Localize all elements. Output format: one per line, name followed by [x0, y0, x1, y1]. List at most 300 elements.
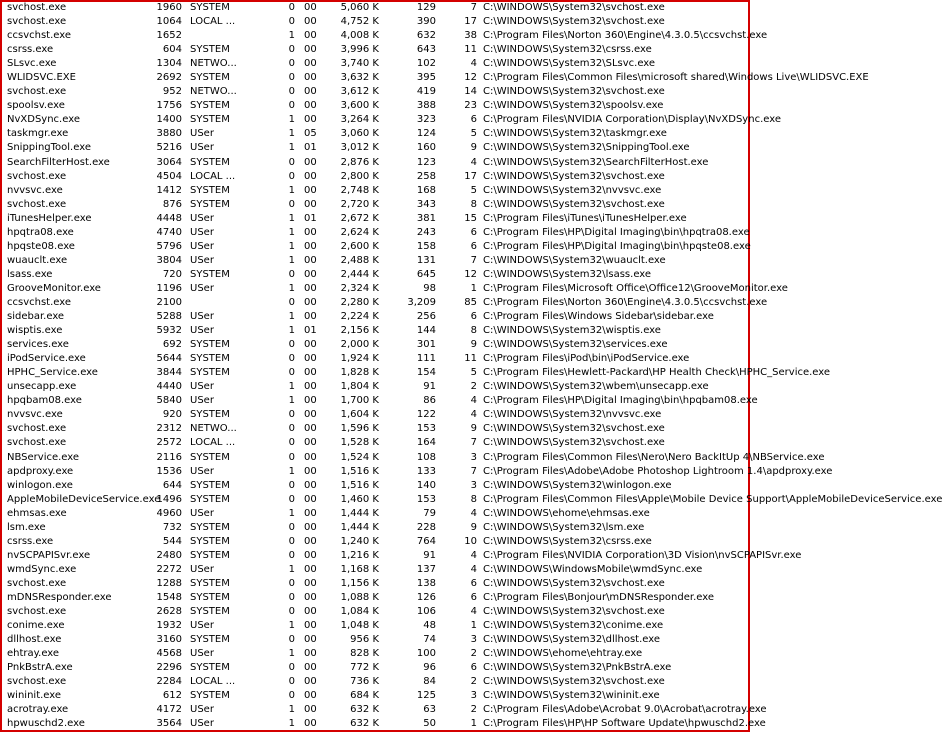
- process-name: winlogon.exe: [7, 479, 73, 491]
- process-name: lsass.exe: [7, 268, 53, 280]
- table-row[interactable]: [4, 198, 746, 212]
- process-name: spoolsv.exe: [7, 100, 65, 112]
- process-name: unsecapp.exe: [7, 381, 77, 393]
- process-image-path: C:\Program Files\HP\Digital Imaging\bin\hpqbam08.exe: [483, 395, 758, 407]
- process-user: USer: [190, 128, 214, 140]
- table-row[interactable]: [4, 184, 746, 198]
- process-cpu: 0: [288, 198, 295, 210]
- process-memory: 2,488 K: [340, 254, 379, 266]
- process-pid: 1652: [156, 30, 182, 42]
- process-cpu-time: 00: [304, 437, 317, 449]
- process-cpu: 0: [288, 296, 295, 308]
- table-row[interactable]: [4, 493, 942, 507]
- process-memory: 956 K: [350, 634, 379, 646]
- process-handles: 48: [423, 620, 436, 632]
- process-name: sidebar.exe: [7, 311, 65, 323]
- process-cpu: 0: [288, 451, 295, 463]
- process-user: LOCAL ...: [190, 437, 236, 449]
- process-name: wmdSync.exe: [7, 563, 77, 575]
- process-cpu: 0: [288, 268, 295, 280]
- process-pid: 4440: [156, 381, 182, 393]
- process-threads: 6: [470, 662, 477, 674]
- process-memory: 1,048 K: [340, 620, 379, 632]
- process-cpu-time: 00: [304, 549, 317, 561]
- table-row[interactable]: [4, 170, 746, 184]
- table-row[interactable]: [4, 717, 766, 731]
- process-cpu: 1: [288, 30, 295, 42]
- process-memory: 1,516 K: [340, 465, 379, 477]
- process-threads: 9: [470, 521, 477, 533]
- process-threads: 14: [464, 86, 477, 98]
- process-pid: 5288: [156, 311, 182, 323]
- process-image-path: C:\WINDOWS\System32\svchost.exe: [483, 577, 665, 589]
- process-cpu-time: 00: [304, 44, 317, 56]
- process-cpu: 0: [288, 86, 295, 98]
- process-handles: 632: [416, 30, 436, 42]
- process-pid: 3804: [156, 254, 182, 266]
- process-handles: 3,209: [407, 296, 436, 308]
- process-memory: 1,828 K: [340, 367, 379, 379]
- process-name: hpwuschd2.exe: [7, 718, 85, 730]
- process-memory: 1,516 K: [340, 479, 379, 491]
- process-cpu: 1: [288, 226, 295, 238]
- process-cpu: 0: [288, 367, 295, 379]
- process-memory: 2,800 K: [340, 170, 379, 182]
- process-threads: 12: [464, 72, 477, 84]
- process-user: SYSTEM: [190, 451, 230, 463]
- process-user: USer: [190, 563, 214, 575]
- process-name: csrss.exe: [7, 44, 54, 56]
- process-cpu-time: 00: [304, 30, 317, 42]
- process-cpu-time: 00: [304, 2, 317, 13]
- process-user: SYSTEM: [190, 479, 230, 491]
- process-cpu: 0: [288, 521, 295, 533]
- process-pid: 2572: [156, 437, 182, 449]
- process-threads: 7: [470, 254, 477, 266]
- process-pid: 2272: [156, 563, 182, 575]
- process-name: nvvsvc.exe: [7, 409, 63, 421]
- process-user: SYSTEM: [190, 493, 230, 505]
- process-image-path: C:\WINDOWS\System32\svchost.exe: [483, 170, 665, 182]
- table-row[interactable]: [4, 661, 746, 675]
- process-pid: 3564: [156, 718, 182, 730]
- process-user: SYSTEM: [190, 198, 230, 210]
- table-row[interactable]: [4, 43, 746, 57]
- process-threads: 3: [470, 451, 477, 463]
- process-name: hpqtra08.exe: [7, 226, 74, 238]
- process-cpu: 1: [288, 563, 295, 575]
- table-row[interactable]: [4, 521, 746, 535]
- process-image-path: C:\WINDOWS\System32\taskmgr.exe: [483, 128, 667, 140]
- process-handles: 96: [423, 662, 436, 674]
- process-handles: 125: [416, 690, 436, 702]
- process-user: USer: [190, 212, 214, 224]
- table-row[interactable]: [4, 689, 746, 703]
- table-row[interactable]: [4, 408, 746, 422]
- table-row[interactable]: [4, 254, 746, 268]
- process-user: SYSTEM: [190, 591, 230, 603]
- process-name: lsm.exe: [7, 521, 46, 533]
- table-row[interactable]: [4, 647, 746, 661]
- process-handles: 50: [423, 718, 436, 730]
- process-cpu-time: 00: [304, 395, 317, 407]
- process-pid: 5796: [156, 240, 182, 252]
- process-user: SYSTEM: [190, 114, 230, 126]
- process-threads: 1: [470, 620, 477, 632]
- process-cpu: 1: [288, 254, 295, 266]
- process-threads: 6: [470, 226, 477, 238]
- table-row[interactable]: [4, 141, 746, 155]
- process-image-path: C:\WINDOWS\System32\winlogon.exe: [483, 479, 672, 491]
- process-memory: 1,596 K: [340, 423, 379, 435]
- process-handles: 764: [416, 535, 436, 547]
- process-cpu: 0: [288, 479, 295, 491]
- process-user: USer: [190, 254, 214, 266]
- process-cpu-time: 00: [304, 240, 317, 252]
- table-row[interactable]: [4, 619, 746, 633]
- process-cpu: 1: [288, 465, 295, 477]
- table-row[interactable]: [4, 605, 746, 619]
- process-cpu-time: 00: [304, 718, 317, 730]
- process-image-path: C:\Program Files\Adobe\Adobe Photoshop Lightroom 1.4\apdproxy.exe: [483, 465, 833, 477]
- process-cpu-time: 00: [304, 16, 317, 28]
- table-row[interactable]: [4, 633, 746, 647]
- process-cpu-time: 00: [304, 648, 317, 660]
- process-handles: 91: [423, 381, 436, 393]
- process-pid: 544: [162, 535, 182, 547]
- process-cpu-time: 00: [304, 282, 317, 294]
- process-cpu-time: 00: [304, 676, 317, 688]
- process-user: USer: [190, 311, 214, 323]
- process-name: NBService.exe: [7, 451, 80, 463]
- process-threads: 12: [464, 268, 477, 280]
- process-image-path: C:\WINDOWS\System32\conime.exe: [483, 620, 664, 632]
- process-user: SYSTEM: [190, 690, 230, 702]
- process-cpu-time: 00: [304, 606, 317, 618]
- process-name: dllhost.exe: [7, 634, 62, 646]
- process-memory: 3,060 K: [340, 128, 379, 140]
- process-user: USer: [190, 381, 214, 393]
- process-memory: 3,612 K: [340, 86, 379, 98]
- table-row[interactable]: [4, 212, 746, 226]
- process-name: svchost.exe: [7, 423, 67, 435]
- table-row[interactable]: [4, 563, 746, 577]
- process-cpu: 1: [288, 507, 295, 519]
- process-name: SLsvc.exe: [7, 58, 57, 70]
- process-image-path: C:\WINDOWS\ehome\ehmsas.exe: [483, 507, 650, 519]
- process-cpu: 0: [288, 535, 295, 547]
- process-cpu: 0: [288, 16, 295, 28]
- process-threads: 4: [470, 156, 477, 168]
- table-row[interactable]: [4, 380, 746, 394]
- process-user: SYSTEM: [190, 606, 230, 618]
- table-row[interactable]: [4, 1, 746, 15]
- process-handles: 111: [416, 353, 436, 365]
- process-name: svchost.exe: [7, 198, 67, 210]
- process-cpu-time: 01: [304, 212, 317, 224]
- process-pid: 1412: [156, 184, 182, 196]
- table-row[interactable]: [4, 577, 746, 591]
- table-row[interactable]: [4, 703, 767, 717]
- process-image-path: C:\WINDOWS\WindowsMobile\wmdSync.exe: [483, 563, 703, 575]
- process-cpu: 1: [288, 620, 295, 632]
- process-cpu: 0: [288, 662, 295, 674]
- process-image-path: C:\Program Files\HP\HP Software Update\hpwuschd2.exe: [483, 718, 766, 730]
- process-memory: 2,624 K: [340, 226, 379, 238]
- process-threads: 11: [464, 44, 477, 56]
- process-handles: 323: [416, 114, 436, 126]
- table-row[interactable]: [4, 535, 746, 549]
- process-cpu-time: 00: [304, 662, 317, 674]
- process-cpu-time: 00: [304, 507, 317, 519]
- process-user: USer: [190, 648, 214, 660]
- process-handles: 258: [416, 170, 436, 182]
- process-pid: 5932: [156, 325, 182, 337]
- process-image-path: C:\WINDOWS\System32\svchost.exe: [483, 198, 665, 210]
- table-row[interactable]: [4, 366, 831, 380]
- process-cpu: 0: [288, 170, 295, 182]
- process-image-path: C:\WINDOWS\System32\SearchFilterHost.exe: [483, 156, 709, 168]
- table-row[interactable]: [4, 352, 746, 366]
- process-memory: 828 K: [350, 648, 379, 660]
- table-row[interactable]: [4, 85, 746, 99]
- process-image-path: C:\Program Files\NVIDIA Corporation\3D Vision\nvSCPAPISvr.exe: [483, 549, 802, 561]
- process-name: wuauclt.exe: [7, 254, 68, 266]
- process-image-path: C:\Program Files\HP\Digital Imaging\bin\hpqste08.exe: [483, 240, 751, 252]
- process-name: wisptis.exe: [7, 325, 63, 337]
- process-cpu-time: 00: [304, 451, 317, 463]
- table-row[interactable]: [4, 240, 751, 254]
- process-threads: 3: [470, 634, 477, 646]
- table-row[interactable]: [4, 282, 788, 296]
- table-row[interactable]: [4, 338, 746, 352]
- process-user: SYSTEM: [190, 156, 230, 168]
- process-image-path: C:\Program Files\iPod\bin\iPodService.exe: [483, 353, 690, 365]
- process-user: SYSTEM: [190, 268, 230, 280]
- process-pid: 4448: [156, 212, 182, 224]
- process-memory: 1,444 K: [340, 507, 379, 519]
- process-threads: 5: [470, 184, 477, 196]
- process-threads: 2: [470, 648, 477, 660]
- process-name: svchost.exe: [7, 86, 67, 98]
- process-name: NvXDSync.exe: [7, 114, 80, 126]
- process-user: USer: [190, 718, 214, 730]
- process-cpu: 1: [288, 142, 295, 154]
- process-cpu-time: 00: [304, 100, 317, 112]
- process-cpu: 0: [288, 676, 295, 688]
- process-handles: 123: [416, 156, 436, 168]
- process-memory: 632 K: [350, 718, 379, 730]
- process-image-path: C:\Program Files\Common Files\Nero\Nero BackItUp 4\NBService.exe: [483, 451, 825, 463]
- process-threads: 6: [470, 591, 477, 603]
- process-threads: 4: [470, 507, 477, 519]
- process-cpu: 0: [288, 58, 295, 70]
- process-name: svchost.exe: [7, 577, 67, 589]
- process-handles: 106: [416, 606, 436, 618]
- process-handles: 154: [416, 367, 436, 379]
- process-memory: 5,060 K: [340, 2, 379, 13]
- process-handles: 122: [416, 409, 436, 421]
- process-handles: 102: [416, 58, 436, 70]
- process-name: svchost.exe: [7, 437, 67, 449]
- process-image-path: C:\Program Files\Norton 360\Engine\4.3.0.5\ccsvchst.exe: [483, 30, 768, 42]
- process-handles: 256: [416, 311, 436, 323]
- process-memory: 3,012 K: [340, 142, 379, 154]
- process-name: HPHC_Service.exe: [7, 367, 98, 379]
- process-handles: 153: [416, 493, 436, 505]
- table-row[interactable]: [4, 465, 833, 479]
- process-handles: 79: [423, 507, 436, 519]
- process-cpu: 1: [288, 212, 295, 224]
- process-cpu: 0: [288, 606, 295, 618]
- table-row[interactable]: [4, 549, 802, 563]
- process-image-path: C:\WINDOWS\ehome\ehtray.exe: [483, 648, 643, 660]
- process-memory: 3,600 K: [340, 100, 379, 112]
- process-image-path: C:\Program Files\Microsoft Office\Office12\GrooveMonitor.exe: [483, 282, 788, 294]
- process-cpu: 0: [288, 577, 295, 589]
- process-image-path: C:\WINDOWS\System32\csrss.exe: [483, 44, 652, 56]
- table-row[interactable]: [4, 310, 746, 324]
- table-row[interactable]: [4, 591, 746, 605]
- process-user: NETWO...: [190, 423, 237, 435]
- process-pid: 644: [162, 479, 182, 491]
- process-cpu-time: 00: [304, 156, 317, 168]
- table-row[interactable]: [4, 127, 746, 141]
- process-cpu: 1: [288, 395, 295, 407]
- process-threads: 6: [470, 240, 477, 252]
- table-row[interactable]: [4, 394, 758, 408]
- table-row[interactable]: [4, 99, 746, 113]
- process-cpu: 0: [288, 72, 295, 84]
- process-name: PnkBstrA.exe: [7, 662, 73, 674]
- table-row[interactable]: [4, 675, 746, 689]
- process-cpu: 0: [288, 493, 295, 505]
- process-name: csrss.exe: [7, 535, 54, 547]
- process-pid: 4504: [156, 170, 182, 182]
- process-memory: 2,000 K: [340, 339, 379, 351]
- process-name: conime.exe: [7, 620, 65, 632]
- process-image-path: C:\WINDOWS\System32\dllhost.exe: [483, 634, 661, 646]
- process-handles: 381: [416, 212, 436, 224]
- process-handles: 138: [416, 577, 436, 589]
- table-row[interactable]: [4, 436, 746, 450]
- process-cpu: 0: [288, 591, 295, 603]
- process-memory: 684 K: [350, 690, 379, 702]
- process-image-path: C:\WINDOWS\System32\svchost.exe: [483, 86, 665, 98]
- process-handles: 395: [416, 72, 436, 84]
- table-row[interactable]: [4, 268, 746, 282]
- process-pid: 1064: [156, 16, 182, 28]
- process-handles: 84: [423, 676, 436, 688]
- process-pid: 2692: [156, 72, 182, 84]
- process-name: ccsvchst.exe: [7, 30, 72, 42]
- process-cpu: 0: [288, 156, 295, 168]
- process-threads: 2: [470, 704, 477, 716]
- process-handles: 390: [416, 16, 436, 28]
- process-cpu: 1: [288, 128, 295, 140]
- table-row[interactable]: [4, 479, 746, 493]
- table-row[interactable]: [4, 57, 746, 71]
- process-cpu: 0: [288, 634, 295, 646]
- process-pid: 3844: [156, 367, 182, 379]
- process-name: iTunesHelper.exe: [7, 212, 92, 224]
- process-threads: 9: [470, 142, 477, 154]
- table-row[interactable]: [4, 422, 746, 436]
- process-cpu-time: 00: [304, 170, 317, 182]
- process-threads: 23: [464, 100, 477, 112]
- process-pid: 2100: [156, 296, 182, 308]
- table-row[interactable]: [4, 113, 781, 127]
- process-user: SYSTEM: [190, 44, 230, 56]
- process-handles: 126: [416, 591, 436, 603]
- process-threads: 11: [464, 353, 477, 365]
- process-cpu-time: 00: [304, 114, 317, 126]
- process-handles: 91: [423, 549, 436, 561]
- process-threads: 5: [470, 367, 477, 379]
- table-row[interactable]: [4, 156, 746, 170]
- table-row[interactable]: [4, 507, 746, 521]
- process-cpu-time: 00: [304, 535, 317, 547]
- process-image-path: C:\WINDOWS\System32\lsm.exe: [483, 521, 645, 533]
- process-name: mDNSResponder.exe: [7, 591, 112, 603]
- process-threads: 1: [470, 282, 477, 294]
- process-handles: 160: [416, 142, 436, 154]
- process-handles: 108: [416, 451, 436, 463]
- process-handles: 144: [416, 325, 436, 337]
- process-table: [4, 1, 942, 731]
- process-pid: 5216: [156, 142, 182, 154]
- process-handles: 140: [416, 479, 436, 491]
- table-row[interactable]: [4, 71, 869, 85]
- process-pid: 1960: [156, 2, 182, 13]
- process-pid: 920: [162, 409, 182, 421]
- process-threads: 7: [470, 465, 477, 477]
- process-memory: 1,168 K: [340, 563, 379, 575]
- process-threads: 15: [464, 212, 477, 224]
- process-memory: 2,224 K: [340, 311, 379, 323]
- process-memory: 1,444 K: [340, 521, 379, 533]
- process-cpu-time: 05: [304, 128, 317, 140]
- process-handles: 63: [423, 704, 436, 716]
- process-name: iPodService.exe: [7, 353, 86, 365]
- process-threads: 3: [470, 690, 477, 702]
- process-user: SYSTEM: [190, 339, 230, 351]
- process-user: USer: [190, 704, 214, 716]
- process-name: svchost.exe: [7, 2, 67, 13]
- process-user: USer: [190, 465, 214, 477]
- table-row[interactable]: [4, 451, 825, 465]
- table-row[interactable]: [4, 324, 746, 338]
- process-handles: 228: [416, 521, 436, 533]
- process-handles: 98: [423, 282, 436, 294]
- process-user: SYSTEM: [190, 367, 230, 379]
- process-pid: 2116: [156, 451, 182, 463]
- process-image-path: C:\Program Files\Windows Sidebar\sidebar.exe: [483, 311, 714, 323]
- process-image-path: C:\WINDOWS\System32\wuauclt.exe: [483, 254, 666, 266]
- process-user: SYSTEM: [190, 409, 230, 421]
- process-pid: 692: [162, 339, 182, 351]
- process-threads: 38: [464, 30, 477, 42]
- process-threads: 4: [470, 563, 477, 575]
- table-row[interactable]: [4, 15, 746, 29]
- table-row[interactable]: [4, 226, 750, 240]
- process-cpu-time: 00: [304, 339, 317, 351]
- process-user: USer: [190, 282, 214, 294]
- table-row[interactable]: [4, 296, 768, 310]
- table-row[interactable]: [4, 29, 768, 43]
- process-cpu-time: 00: [304, 563, 317, 575]
- process-threads: 9: [470, 339, 477, 351]
